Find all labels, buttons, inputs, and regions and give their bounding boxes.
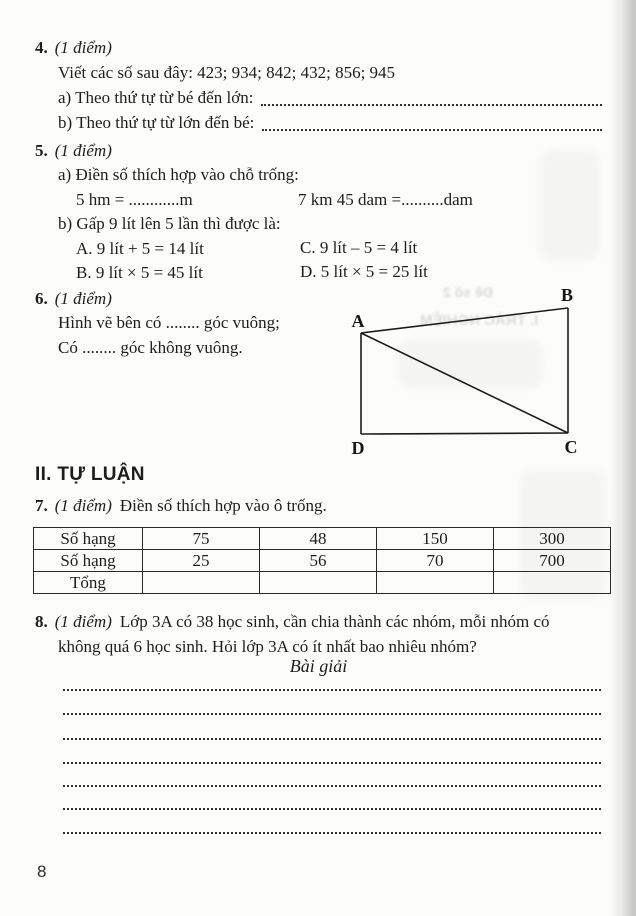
question-number: 5. [35, 141, 48, 160]
solution-heading: Bài giải [289, 656, 348, 676]
question-points: (1 điểm) [54, 141, 112, 160]
question-8-line-1: Lớp 3A có 38 học sinh, cần chia thành các nhóm, mỗi nhóm có [119, 612, 550, 631]
vertex-label-c: C [564, 437, 578, 457]
question-6-line-2: Có ........ góc không vuông. [58, 338, 243, 357]
table-cell: 25 [143, 550, 260, 572]
table-cell: 300 [494, 528, 611, 550]
table-cell: Tổng [34, 572, 143, 594]
sum-table [33, 527, 611, 594]
dotted-answer-line [63, 832, 601, 834]
question-6-line-1: Hình vẽ bên có ........ góc vuông; [58, 313, 280, 332]
question-points: (1 điểm) [54, 289, 112, 308]
question-number: 6. [35, 289, 48, 308]
table-cell: 150 [377, 528, 494, 550]
question-5a-label: a) Điền số thích hợp vào chỗ trống: [58, 165, 299, 184]
dotted-answer-line [63, 808, 601, 810]
option-b: B. 9 lít × 5 = 45 lít [76, 263, 203, 282]
dotted-answer-line [63, 689, 601, 691]
page-number: 8 [37, 862, 47, 881]
question-points: (1 điểm) [54, 612, 112, 631]
dotted-answer-leader [262, 129, 602, 131]
bleedthrough-text: I. TRẮC NGHIỆM [420, 312, 539, 329]
question-points: (1 điểm) [54, 496, 112, 515]
question-number: 8. [35, 612, 48, 631]
table-cell-empty [494, 572, 611, 594]
dotted-answer-line [63, 762, 601, 764]
table-cell: 75 [143, 528, 260, 550]
table-cell-empty [260, 572, 377, 594]
table-cell: Số hạng [34, 550, 143, 572]
question-number: 7. [35, 496, 48, 515]
table-row [34, 572, 611, 594]
question-8-header [35, 610, 550, 634]
table-cell: 48 [260, 528, 377, 550]
question-7-header [35, 494, 327, 518]
dotted-answer-line [63, 713, 601, 715]
geometry-figure-quadrilateral [340, 280, 602, 465]
scan-smudge [540, 150, 600, 260]
table-row [34, 550, 611, 572]
quadrilateral-abcd-diagram [340, 280, 602, 465]
option-c: C. 9 lít – 5 = 4 lít [300, 238, 418, 257]
table-row [34, 528, 611, 550]
question-6-header [35, 287, 120, 311]
question-8-line-2: không quá 6 học sinh. Hỏi lớp 3A có ít nhất bao nhiêu nhóm? [58, 637, 477, 656]
question-7-text: Điền số thích hợp vào ô trống. [119, 496, 327, 515]
table-cell: 70 [377, 550, 494, 572]
vertex-label-b: B [560, 285, 574, 305]
question-5a-blank-1: 5 hm = ............m [76, 190, 193, 209]
vertex-label-a: A [351, 311, 365, 331]
question-5-header [35, 139, 120, 163]
question-number: 4. [35, 38, 48, 57]
scan-edge-shadow [610, 0, 636, 916]
question-4-header [35, 36, 120, 60]
question-4b-blank-line [58, 111, 602, 135]
option-d: D. 5 lít × 5 = 25 lít [300, 262, 428, 281]
question-5a-blank-2: 7 km 45 dam =..........dam [298, 190, 473, 209]
dotted-answer-leader [261, 104, 602, 106]
bleedthrough-text: Đề số 2 [443, 284, 493, 300]
table-cell-empty [377, 572, 494, 594]
question-4b-label: b) Theo thứ tự từ lớn đến bé: [58, 113, 255, 132]
table-cell: 700 [494, 550, 611, 572]
table-cell-empty [143, 572, 260, 594]
table-cell: 56 [260, 550, 377, 572]
dotted-answer-line [63, 785, 601, 787]
question-points: (1 điểm) [54, 38, 112, 57]
section-title-tu-luan: II. TỰ LUẬN [35, 464, 145, 485]
dotted-answer-line [63, 738, 601, 740]
question-5b-label: b) Gấp 9 lít lên 5 lần thì được là: [58, 214, 281, 233]
option-a: A. 9 lít + 5 = 14 lít [76, 239, 204, 258]
question-4a-blank-line [58, 86, 602, 110]
question-4a-label: a) Theo thứ tự từ bé đến lớn: [58, 88, 254, 107]
table-cell: Số hạng [34, 528, 143, 550]
question-4-intro: Viết các số sau đây: 423; 934; 842; 432; 856; 945 [58, 63, 396, 82]
vertex-label-d: D [351, 438, 365, 458]
